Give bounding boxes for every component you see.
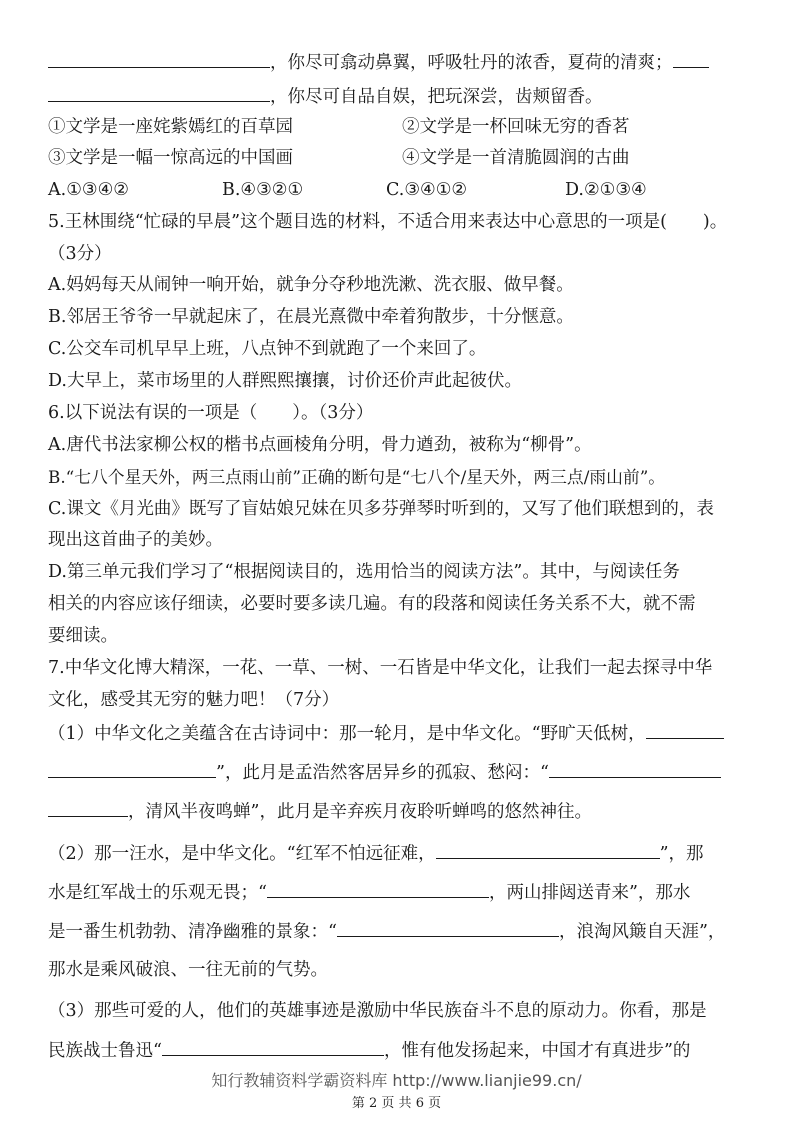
line-text: ，浪淘风簸自天涯”， [558, 922, 726, 942]
choice-d: D.②①③④ [565, 180, 647, 200]
sub-question-2-line4: 那水是乘风破浪、一往无前的气势。 [48, 960, 328, 980]
question-7-line1: 7.中华文化博大精深，一花、一草、一树、一石皆是中华文化，让我们一起去探寻中华 [48, 658, 713, 678]
line-text: ”，此月是孟浩然客居异乡的孤寂、愁闷：“ [216, 763, 549, 783]
answer-blank[interactable] [162, 1038, 384, 1056]
q6-option-c-line1: C.课文《月光曲》既写了盲姑娘兄妹在贝多芬弹琴时听到的，又写了他们联想到的，表 [48, 499, 714, 519]
line-text: （2）那一汪水，是中华文化。“红军不怕远征难， [48, 844, 436, 864]
line-text: 是一番生机勃勃、清净幽雅的景象：“ [48, 922, 337, 942]
line-text: ，你尽可自品自娱，把玩深尝，齿颊留香。 [270, 87, 603, 107]
sub-question-3-line2 [48, 1038, 690, 1063]
line-text: ”，那 [659, 844, 704, 864]
q6-option-c-line2: 现出这首曲子的美妙。 [48, 530, 223, 550]
q6-option-d-line2: 相关的内容应该仔细读，必要时要多读几遍。有的段落和阅读任务关系不大，就不需 [48, 594, 696, 614]
option-1: ①文学是一座姹紫嫣红的百草园 [48, 117, 293, 137]
q5-option-a: A.妈妈每天从闹钟一响开始，就争分夺秒地洗漱、洗衣服、做早餐。 [48, 275, 574, 295]
answer-blank[interactable] [337, 919, 559, 937]
option-2: ②文学是一杯回味无穷的香茗 [402, 117, 630, 137]
answer-blank[interactable] [48, 84, 270, 102]
answer-blank[interactable] [436, 841, 660, 859]
sub-question-1-line2 [48, 760, 721, 785]
line-text: ，你尽可翕动鼻翼，呼吸牡丹的浓香，夏荷的清爽； [270, 53, 673, 73]
sub-question-3-line1: （3）那些可爱的人，他们的英雄事迹是激励中华民族奋斗不息的原动力。你看，那是 [48, 1001, 707, 1021]
line-text: （1）中华文化之美蕴含在古诗词中：那一轮月，是中华文化。“野旷天低树， [48, 724, 646, 744]
sub-question-2-line2 [48, 880, 690, 905]
answer-blank[interactable] [48, 50, 270, 68]
line-text: 民族战士鲁迅“ [48, 1041, 162, 1061]
answer-blank[interactable] [673, 50, 709, 68]
sub-question-1-line3 [48, 799, 592, 824]
answer-blank[interactable] [48, 799, 128, 817]
q5-option-b: B.邻居王爷爷一早就起床了，在晨光熹微中牵着狗散步，十分惬意。 [48, 307, 574, 327]
sub-question-2-line1 [48, 841, 704, 866]
answer-blank[interactable] [267, 880, 489, 898]
question-7-line2: 文化，感受其无穷的魅力吧！（7分） [48, 690, 340, 710]
fill-line-1 [48, 50, 709, 75]
option-3: ③文学是一幅一惊高远的中国画 [48, 148, 293, 168]
answer-blank[interactable] [48, 760, 216, 778]
q6-option-d-line3: 要细读。 [48, 626, 118, 646]
q6-option-d-line1: D.第三单元我们学习了“根据阅读目的，选用恰当的阅读方法”。其中，与阅读任务 [48, 562, 680, 582]
page-number: 第 2 页 共 6 页 [351, 1096, 442, 1111]
fill-line-2 [48, 84, 603, 109]
choice-c: C.③④①② [386, 180, 468, 200]
question-6: 6.以下说法有误的一项是（ ）。（3分） [48, 403, 374, 423]
choice-a: A.①③④② [48, 180, 129, 200]
sub-question-1-line1 [48, 721, 724, 746]
line-text: 水是红军战士的乐观无畏；“ [48, 883, 267, 903]
question-text: 5.王林围绕“忙碌的早晨”这个题目选的材料，不适合用来表达中心意思的一项是( [48, 212, 667, 232]
line-text: ，惟有他发扬起来，中国才有真进步”的 [383, 1041, 691, 1061]
answer-blank[interactable] [549, 760, 721, 778]
option-4: ④文学是一首清脆圆润的古曲 [402, 148, 630, 168]
watermark-footer: 知行教辅资料学霸资料库 http://www.lianjie99.cn/ [211, 1071, 582, 1090]
question-text: )。 [702, 212, 728, 232]
choice-b: B.④③②① [222, 180, 304, 200]
sub-question-2-line3 [48, 919, 725, 944]
line-text: ，清风半夜鸣蝉”，此月是辛弃疾月夜聆听蝉鸣的悠然神往。 [128, 802, 592, 822]
q5-option-c: C.公交车司机早早上班，八点钟不到就跑了一个来回了。 [48, 339, 487, 359]
q6-option-b: B.“七八个星天外，两三点雨山前”正确的断句是“七八个/星天外，两三点/雨山前”。 [48, 467, 666, 487]
line-text: ，两山排闼送青来”，那水 [488, 883, 691, 903]
q5-option-d: D.大早上，菜市场里的人群熙熙攘攘，讨价还价声此起彼伏。 [48, 371, 522, 391]
question-5-score: （3分） [48, 244, 112, 264]
q6-option-a: A.唐代书法家柳公权的楷书点画棱角分明，骨力遒劲，被称为“柳骨”。 [48, 435, 592, 455]
answer-blank[interactable] [646, 721, 724, 739]
question-5 [48, 210, 727, 234]
